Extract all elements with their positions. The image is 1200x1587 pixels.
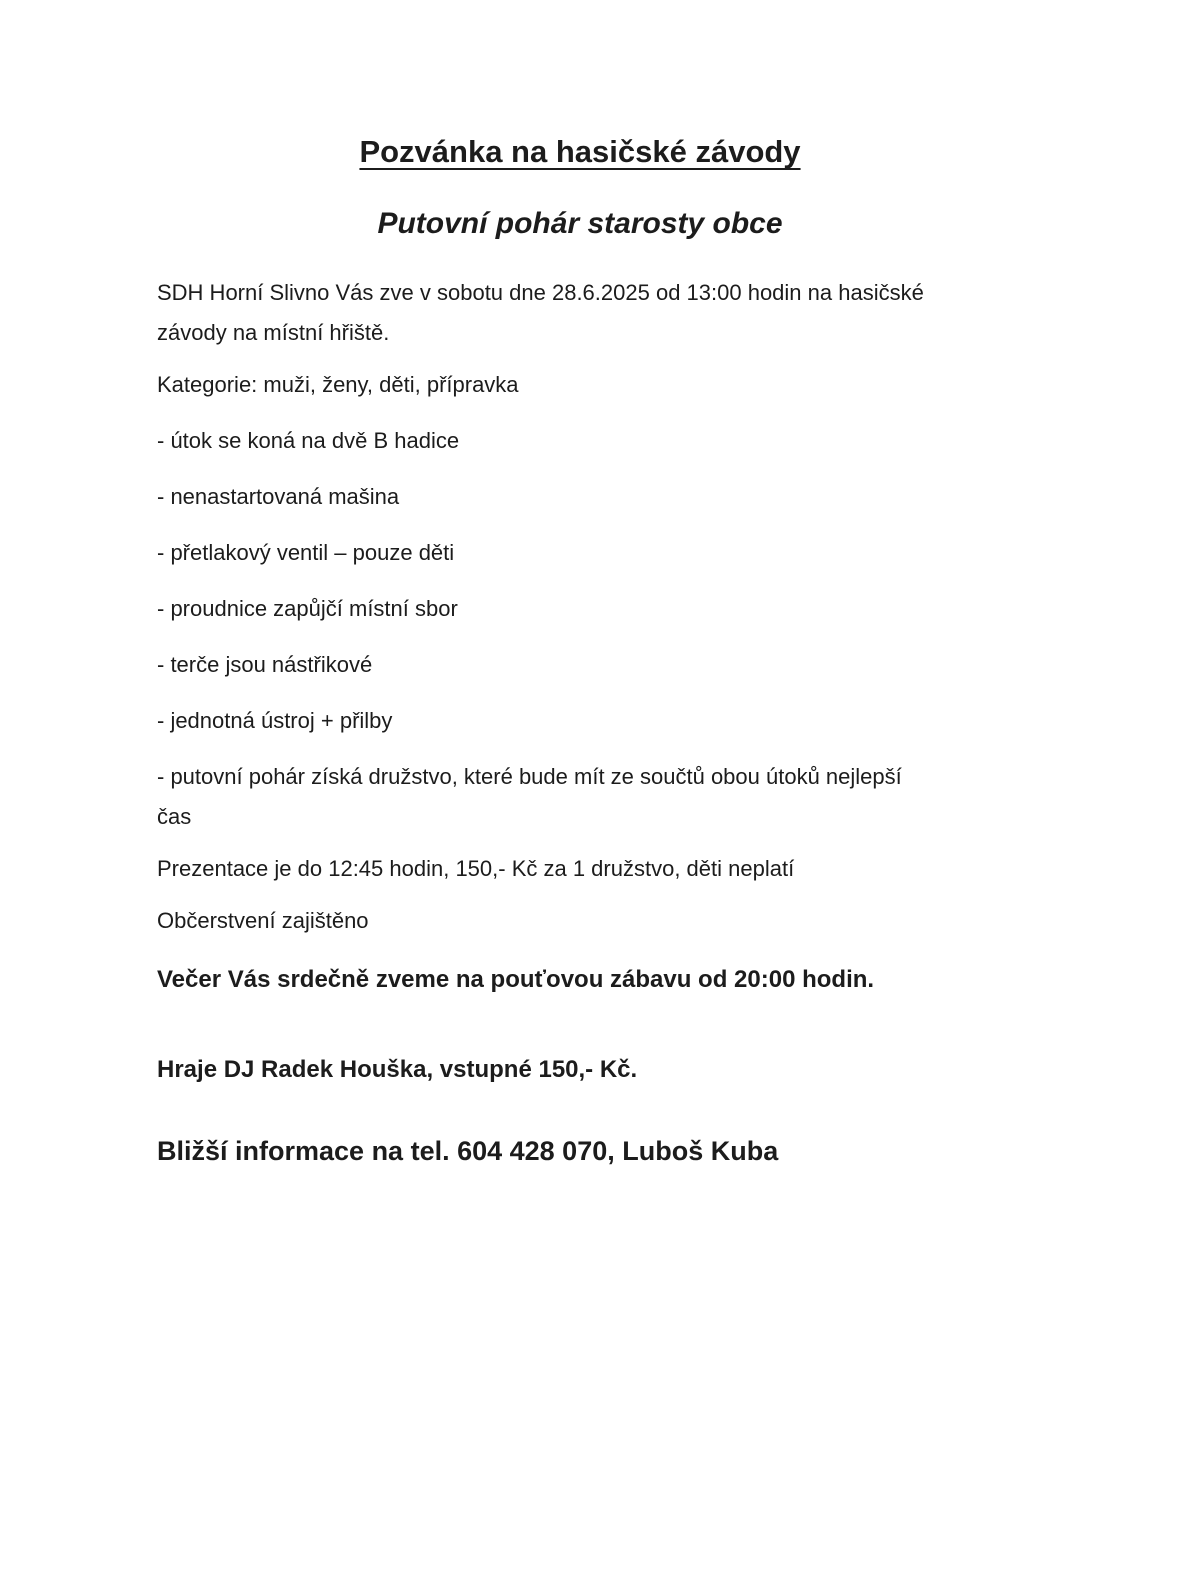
categories-line: Kategorie: muži, ženy, děti, přípravka xyxy=(157,372,519,397)
document-content xyxy=(157,132,1003,1173)
document-subtitle: Putovní pohár starosty obce xyxy=(377,207,783,240)
evening-invitation-line: Večer Vás srdečně zveme na pouťovou zábavu od 20:00 hodin. xyxy=(157,966,875,993)
intro-line-2: závody na místní hřiště. xyxy=(157,320,390,345)
rule-item-hoses: - útok se koná na dvě B hadice xyxy=(157,428,460,453)
intro-paragraph xyxy=(157,273,1003,353)
contact-line: Bližší informace na tel. 604 428 070, Luboš Kuba xyxy=(157,1136,779,1166)
rule-item-nozzles: - proudnice zapůjčí místní sbor xyxy=(157,596,458,621)
document-title-text: Pozvánka na hasičské závody xyxy=(359,134,801,169)
rule-item-valve: - přetlakový ventil – pouze děti xyxy=(157,540,455,565)
intro-line-1: SDH Horní Slivno Vás zve v sobotu dne 28.6.2025 od 13:00 hodin na hasičské xyxy=(157,280,924,305)
refreshments-line: Občerstvení zajištěno xyxy=(157,908,369,933)
rule-item-targets: - terče jsou nástřikové xyxy=(157,652,373,677)
document-title xyxy=(157,132,1003,172)
rule-item-machine: - nenastartovaná mašina xyxy=(157,484,400,509)
dj-line: Hraje DJ Radek Houška, vstupné 150,- Kč. xyxy=(157,1056,638,1083)
presentation-line: Prezentace je do 12:45 hodin, 150,- Kč za 1 družstvo, děti neplatí xyxy=(157,856,795,881)
trophy-rule-line-1: - putovní pohár získá družstvo, které bude mít ze součtů obou útoků nejlepší xyxy=(157,764,902,789)
rule-item-trophy xyxy=(157,757,1003,837)
rule-item-uniform: - jednotná ústroj + přilby xyxy=(157,708,393,733)
trophy-rule-line-2: čas xyxy=(157,804,192,829)
